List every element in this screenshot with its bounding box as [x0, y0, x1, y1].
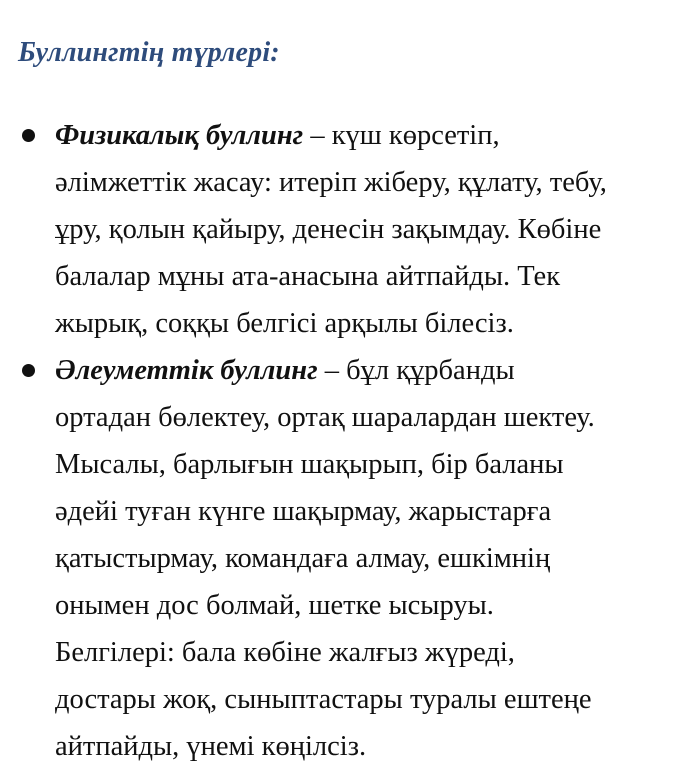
bullying-types-list	[0, 112, 693, 770]
text-line: ұру, қолын қайыру, денесін зақымдау. Көбіне	[55, 214, 602, 245]
text-line: жырық, соққы белгісі арқылы білесіз.	[55, 308, 514, 339]
text-line: – бұл құрбанды	[317, 355, 515, 386]
list-item-physical-bullying	[0, 112, 693, 347]
text-line: – күш көрсетіп,	[303, 120, 500, 151]
section-heading: Буллингтің түрлері:	[18, 37, 280, 68]
bullet-icon	[22, 364, 35, 377]
item-first-line	[55, 347, 685, 394]
text-line: достары жоқ, сыныптастары туралы ештеңе	[55, 684, 592, 715]
text-line: айтпайды, үнемі көңілсіз.	[55, 731, 367, 762]
text-line: ортадан бөлектеу, ортақ шаралардан шектеу.	[55, 402, 595, 433]
text-line: әлімжеттік жасау: итеріп жіберу, құлату, тебу,	[55, 167, 607, 198]
term-physical-bullying: Физикалық буллинг	[55, 120, 304, 151]
text-line: балалар мұны ата-анасына айтпайды. Тек	[55, 261, 561, 292]
term-social-bullying: Әлеуметтік буллинг	[55, 355, 318, 386]
item-first-line	[55, 112, 685, 159]
text-line: Мысалы, барлығын шақырып, бір баланы	[55, 449, 564, 480]
text-line: әдейі туған күнге шақырмау, жарыстарға	[55, 496, 552, 527]
list-item-social-bullying	[0, 347, 693, 770]
text-line: қатыстырмау, командаға алмау, ешкімнің	[55, 543, 551, 574]
text-line: онымен дос болмай, шетке ысыруы.	[55, 590, 494, 621]
bullet-icon	[22, 129, 35, 142]
text-line: Белгілері: бала көбіне жалғыз жүреді,	[55, 637, 515, 668]
